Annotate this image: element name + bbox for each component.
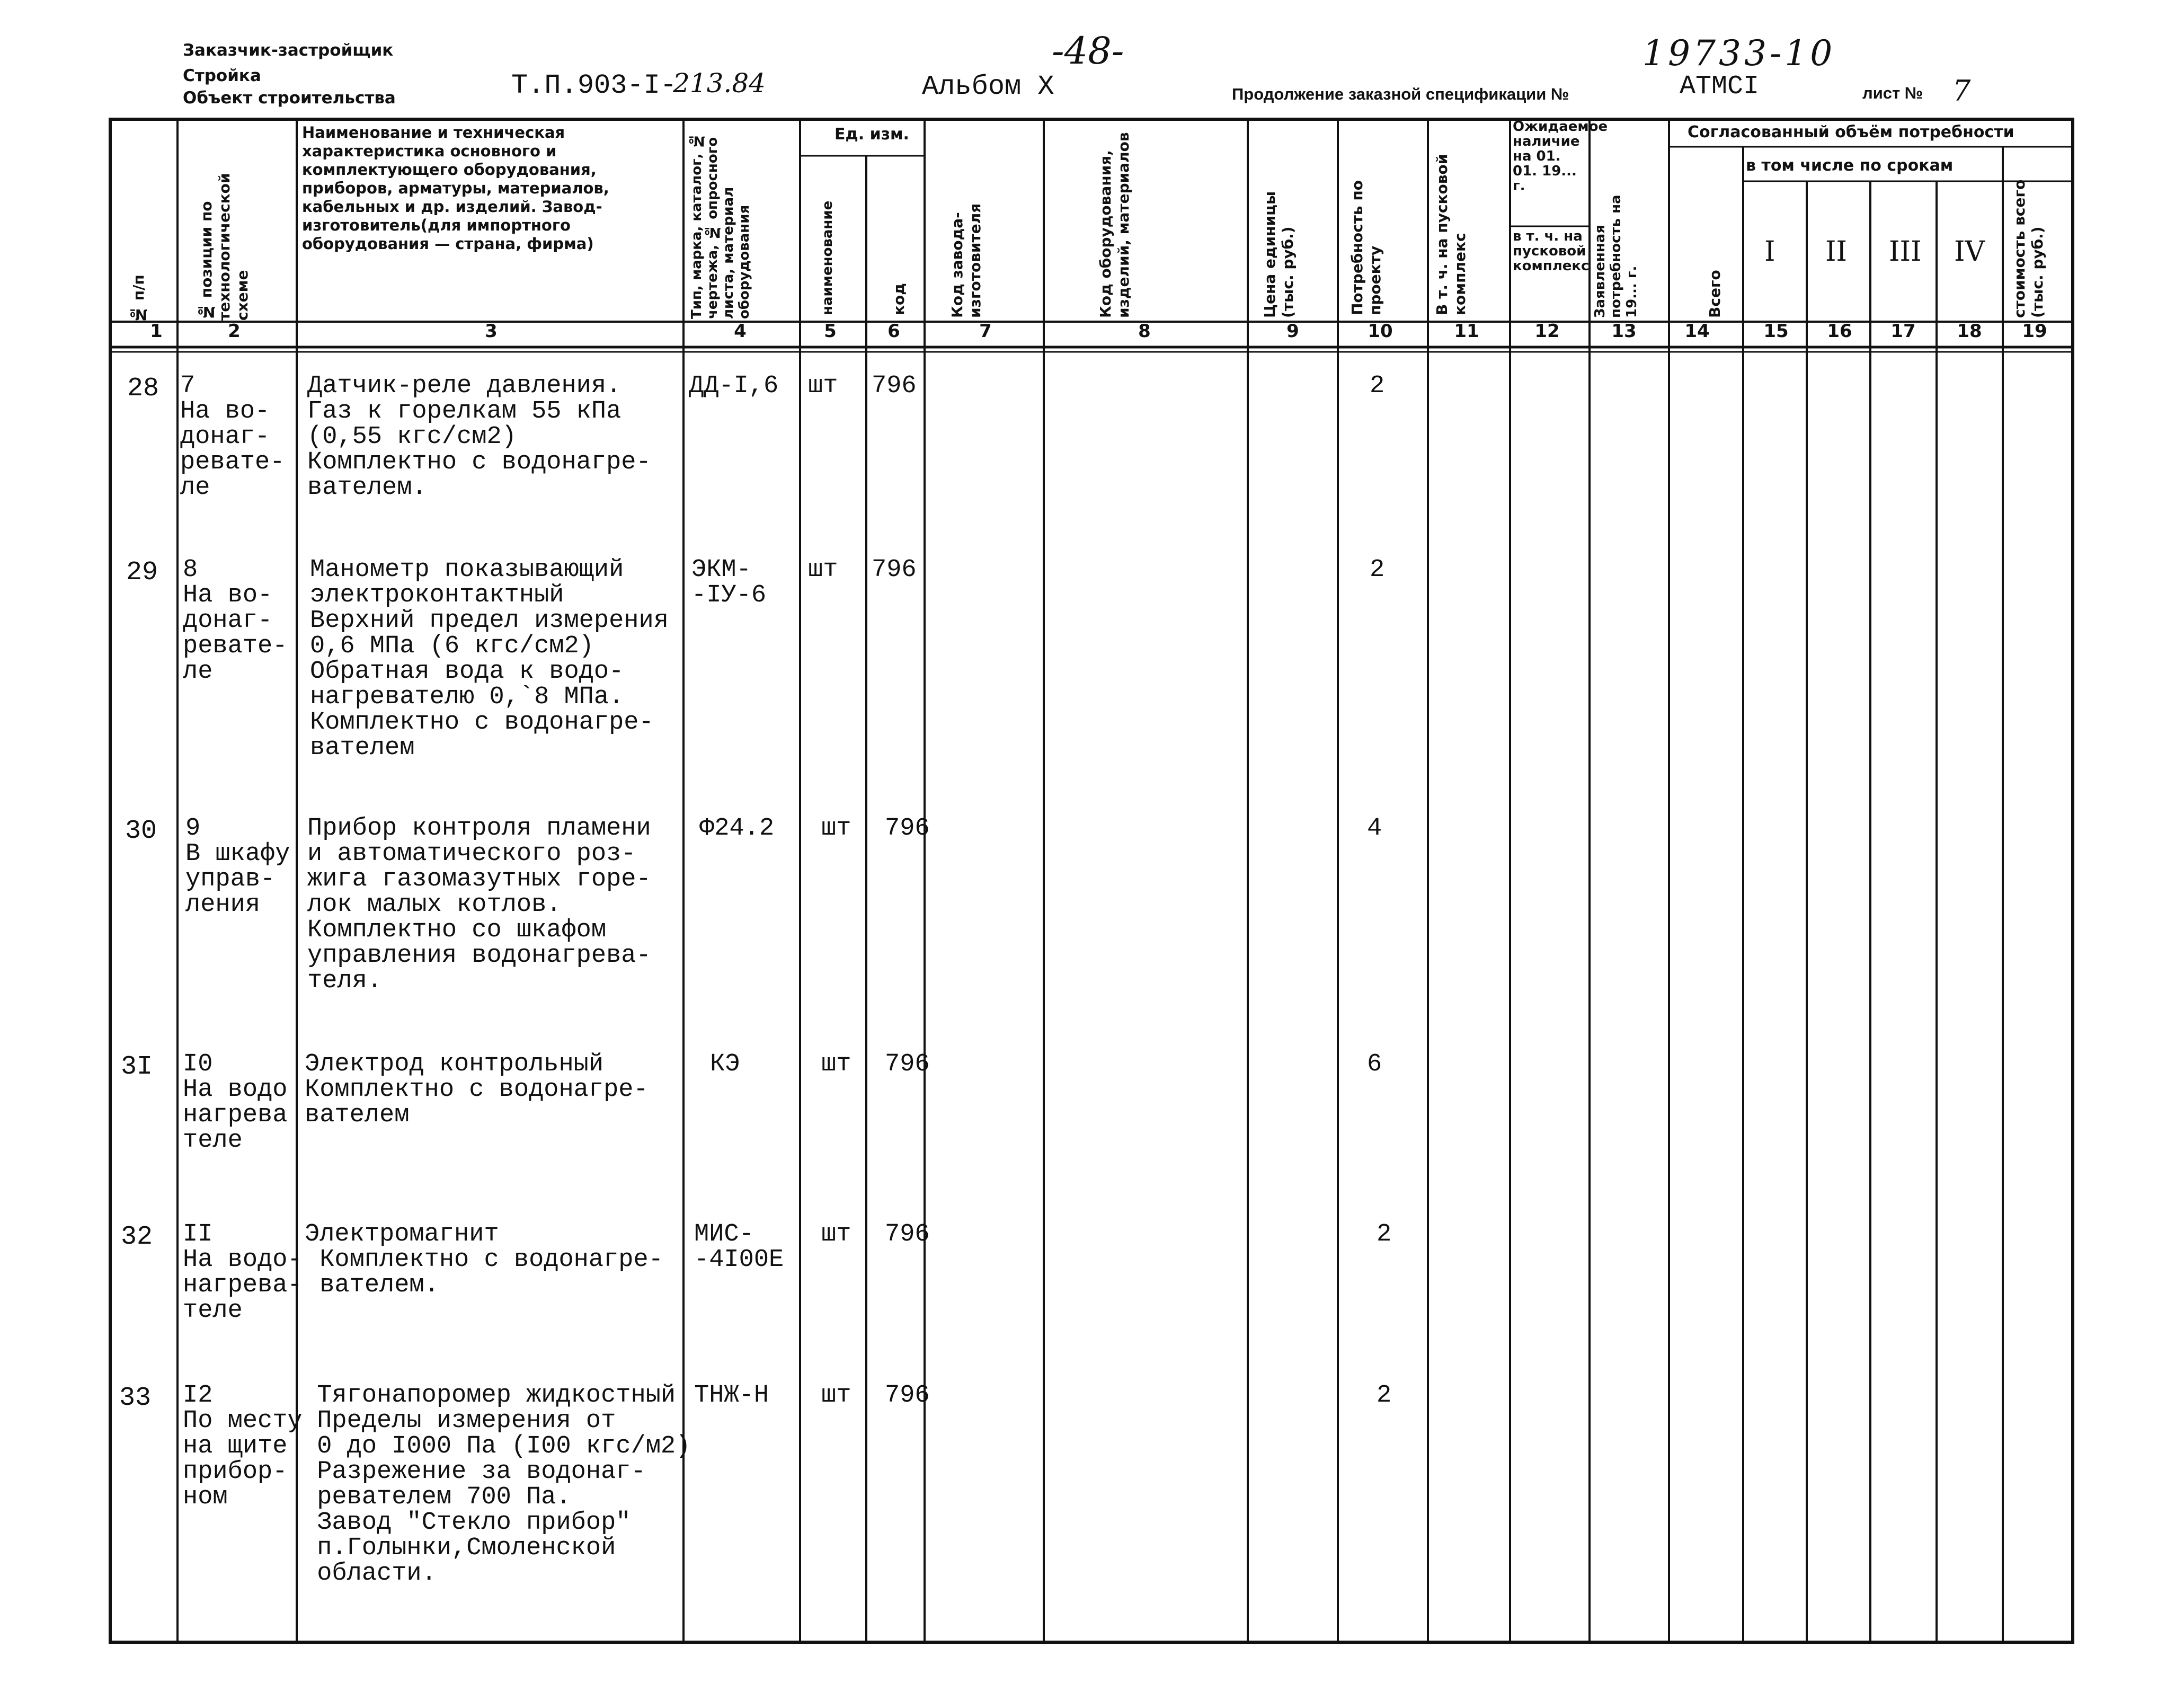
col-num-11: 11 xyxy=(1454,321,1479,342)
col-header-16: II xyxy=(1825,236,1848,268)
agreed-group-header: Согласованный объём потребности xyxy=(1688,123,2014,141)
row-29-unit: шт xyxy=(808,556,838,584)
row-32-name: Электромагнит Комплектно с водонагре- вателем. xyxy=(305,1220,663,1299)
col-num-3: 3 xyxy=(485,321,498,342)
row-29-position: 8 На во- донаг- ревате- ле xyxy=(183,556,288,686)
col-header-13: Заявленная потребность на 19... г. xyxy=(1592,194,1640,318)
object-label: Объект строительства xyxy=(183,88,396,108)
col-num-19: 19 xyxy=(2022,321,2047,342)
col-header-14: Всего xyxy=(1706,270,1724,318)
row-33-position: I2 По месту на щите прибор- ном xyxy=(183,1381,303,1511)
row-31-position: I0 На водо нагрева теле xyxy=(183,1050,288,1155)
tp-label: Т.П.903-I- xyxy=(511,70,677,101)
row-32-unit: шт xyxy=(821,1220,851,1248)
row-33-code: 796 xyxy=(885,1381,930,1410)
row-32-qty: 2 xyxy=(1377,1220,1392,1248)
row-28-unit: шт xyxy=(808,372,838,400)
col-num-14: 14 xyxy=(1684,321,1710,342)
col-num-15: 15 xyxy=(1763,321,1789,342)
row-30-qty: 4 xyxy=(1367,814,1382,843)
row-28-code: 796 xyxy=(872,372,917,400)
row-28-qty: 2 xyxy=(1370,372,1385,400)
row-28-position: 7 На во- донаг- ревате- ле xyxy=(180,372,285,502)
page-number: -48- xyxy=(1052,29,1124,73)
col-header-11: В т. ч. на пусковой комплекс xyxy=(1433,154,1469,315)
row-31-qty: 6 xyxy=(1367,1050,1382,1078)
row-31-type: КЭ xyxy=(710,1050,740,1078)
col-header-4: Тип, марка, каталог, № чертежа, № опросного листа, материал оборудования xyxy=(689,132,752,319)
col-num-4: 4 xyxy=(734,321,747,342)
col-num-7: 7 xyxy=(979,321,992,342)
row-30-code: 796 xyxy=(885,814,930,843)
row-30-name: Прибор контроля пламени и автоматического роз- жига газомазутных горе- лок малых котлов. Комплектно со шкафом управления водонагрева- теля. xyxy=(307,814,651,995)
terms-group-header: в том числе по срокам xyxy=(1746,156,1954,175)
col-header-18: IV xyxy=(1954,236,1985,268)
col-header-5: наименование xyxy=(820,200,836,315)
col-header-15: I xyxy=(1764,236,1775,268)
col-header-6: код xyxy=(890,283,908,315)
spec-code: АТМСI xyxy=(1680,72,1760,102)
row-30-position: 9 В шкафу управ- ления xyxy=(185,814,290,919)
row-29-type: ЭКМ- -IУ-6 xyxy=(691,556,767,609)
col-header-19: стоимость всего (тыс. руб.) xyxy=(2011,179,2046,318)
col-num-17: 17 xyxy=(1890,321,1916,342)
col-num-9: 9 xyxy=(1286,321,1299,342)
col-num-8: 8 xyxy=(1138,321,1151,342)
doc-number: 19733-10 xyxy=(1643,33,1836,74)
col-header-2: № позиции по технологической схеме xyxy=(198,173,251,321)
col-num-13: 13 xyxy=(1611,321,1637,342)
customer-label: Заказчик-застройщик xyxy=(183,41,394,60)
col-num-6: 6 xyxy=(887,321,900,342)
row-30-num: 30 xyxy=(125,816,157,846)
row-33-qty: 2 xyxy=(1377,1381,1392,1410)
row-30-unit: шт xyxy=(821,814,851,843)
row-31-name: Электрод контрольный Комплектно с водонагре- вателем xyxy=(305,1050,649,1129)
col-num-16: 16 xyxy=(1827,321,1852,342)
col-header-9: Цена единицы (тыс. руб.) xyxy=(1261,191,1297,318)
col-num-12: 12 xyxy=(1534,321,1560,342)
col-num-2: 2 xyxy=(228,321,241,342)
row-32-type: МИС- -4I00Е xyxy=(694,1220,784,1274)
row-29-num: 29 xyxy=(126,557,158,588)
row-29-name: Манометр показывающий электроконтактный Верхний предел измерения 0,6 МПа (6 кгс/см2) Обратная вода к водо- нагревателю 0,`8 МПа. Комплектно с водонагре- вателем xyxy=(310,556,669,762)
row-28-type: ДД-I,6 xyxy=(689,372,779,400)
sheet-label: лист № xyxy=(1862,84,1923,102)
col-header-8: Код оборудования, изделий, материалов xyxy=(1097,132,1132,318)
row-28-name: Датчик-реле давления. Газ к горелкам 55 кПа (0,55 кгс/см2) Комплектно с водонагре- вателем. xyxy=(307,372,651,502)
row-33-type: ТНЖ-Н xyxy=(694,1381,769,1410)
row-29-qty: 2 xyxy=(1370,556,1385,584)
col-header-1: № п/п xyxy=(130,274,147,323)
unit-group-header: Ед. изм. xyxy=(834,125,909,144)
col-header-12: Ожидаемое наличие на 01. 01. 19... г. xyxy=(1513,119,1608,194)
col-header-3: Наименование и техническая характеристика основного и комплектующего оборудования, приборов, арматуры, материалов, кабельных и др. изделий. Завод-изготовитель(для импортного оборудования — страна, фирма) xyxy=(302,123,609,253)
col-num-18: 18 xyxy=(1957,321,1982,342)
col-header-12b: в т. ч. на пусковой комплекс xyxy=(1513,228,1590,274)
col-num-1: 1 xyxy=(150,321,163,342)
album-label: Альбом X xyxy=(922,71,1054,102)
col-header-7: Код завода-изготовителя xyxy=(948,203,984,318)
row-33-num: 33 xyxy=(119,1383,152,1413)
row-29-code: 796 xyxy=(872,556,917,584)
site-label: Стройка xyxy=(183,66,261,85)
row-31-num: 3I xyxy=(121,1052,153,1082)
row-32-num: 32 xyxy=(121,1222,153,1252)
tp-handwritten: 213.84 xyxy=(673,68,766,99)
row-31-unit: шт xyxy=(821,1050,851,1078)
col-header-10: Потребность по проекту xyxy=(1348,180,1384,315)
col-header-17: III xyxy=(1889,236,1922,268)
sheet-number: 7 xyxy=(1952,74,1971,108)
row-31-code: 796 xyxy=(885,1050,930,1078)
continuation-label: Продолжение заказной спецификации № xyxy=(1232,85,1569,103)
row-28-num: 28 xyxy=(127,374,159,404)
row-33-unit: шт xyxy=(821,1381,851,1410)
row-30-type: Ф24.2 xyxy=(699,814,775,843)
row-32-code: 796 xyxy=(885,1220,930,1248)
col-num-10: 10 xyxy=(1368,321,1393,342)
row-32-position: II На водо- нагрева- теле xyxy=(183,1220,303,1325)
col-num-5: 5 xyxy=(824,321,837,342)
row-33-name: Тягонапоромер жидкостный Пределы измерения от 0 до I000 Па (I00 кгс/м2) Разрежение за водонаг- ревателем 700 Па. Завод "Стекло прибор" п.Голынки,Смоленской области. xyxy=(317,1381,691,1588)
